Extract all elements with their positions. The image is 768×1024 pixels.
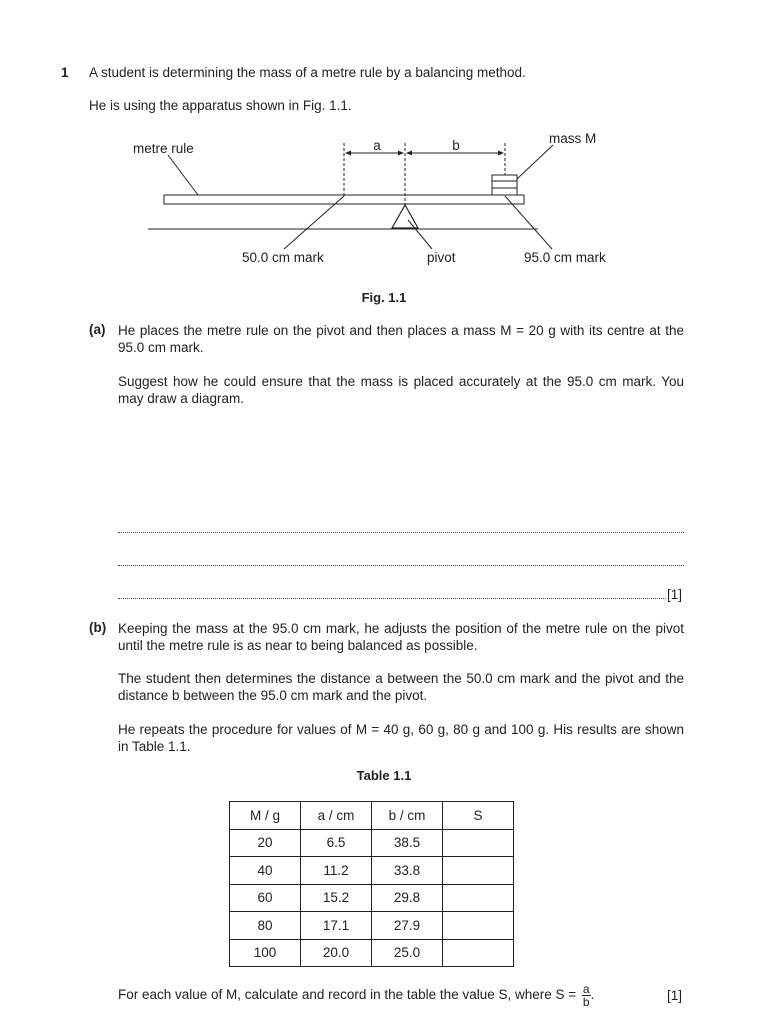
cell-s-input[interactable] bbox=[443, 829, 514, 857]
cell-s-input[interactable] bbox=[443, 912, 514, 940]
cell-a: 17.1 bbox=[301, 912, 372, 940]
question-intro: A student is determining the mass of a metre rule by a balancing method. bbox=[89, 65, 526, 80]
part-a-label: (a) bbox=[89, 322, 106, 337]
instruction-period: . bbox=[590, 987, 595, 1002]
b-label: b bbox=[452, 138, 460, 153]
answer-line-1[interactable] bbox=[118, 518, 684, 533]
answer-line-3[interactable] bbox=[118, 584, 666, 599]
results-table bbox=[229, 801, 514, 967]
metre-rule-leader bbox=[168, 155, 198, 195]
mass-shape bbox=[492, 175, 517, 195]
table-header-row bbox=[230, 802, 514, 830]
cell-m: 20 bbox=[230, 829, 301, 857]
table-row bbox=[230, 857, 514, 885]
cell-b: 38.5 bbox=[372, 829, 443, 857]
part-a-text1: He places the metre rule on the pivot and then places a mass M = 20 g with its centre at the 95.0 cm mark. bbox=[118, 323, 684, 355]
cell-b: 27.9 bbox=[372, 912, 443, 940]
table-title: Table 1.1 bbox=[356, 768, 412, 783]
header-a: a / cm bbox=[301, 802, 372, 830]
mass-leader bbox=[517, 145, 553, 179]
part-b-text1: Keeping the mass at the 95.0 cm mark, he adjusts the position of the metre rule on the pivot until the metre rule is as near to being balanced as possible. bbox=[118, 621, 684, 653]
mark-95-label: 95.0 cm mark bbox=[524, 250, 606, 265]
fraction-numerator: a bbox=[582, 981, 590, 996]
fraction-a-over-b bbox=[582, 983, 591, 1008]
pivot-shape bbox=[392, 205, 418, 228]
part-b-label: (b) bbox=[89, 620, 107, 635]
cell-b: 33.8 bbox=[372, 857, 443, 885]
cell-a: 15.2 bbox=[301, 884, 372, 912]
cell-a: 6.5 bbox=[301, 829, 372, 857]
cell-s-input[interactable] bbox=[443, 884, 514, 912]
metre-rule-label: metre rule bbox=[133, 141, 194, 156]
figure-caption: Fig. 1.1 bbox=[361, 290, 407, 305]
part-b-marks: [1] bbox=[667, 988, 683, 1003]
mark-50-label: 50.0 cm mark bbox=[242, 250, 324, 265]
part-b-instruction bbox=[118, 982, 594, 1008]
part-b-text3: He repeats the procedure for values of M = 40 g, 60 g, 80 g and 100 g. His results are shown in Table 1.1. bbox=[118, 722, 684, 754]
question-apparatus-line: He is using the apparatus shown in Fig. 1.1. bbox=[89, 98, 352, 113]
pivot-leader bbox=[408, 220, 432, 249]
answer-line-2[interactable] bbox=[118, 551, 684, 566]
cell-m: 80 bbox=[230, 912, 301, 940]
table-row bbox=[230, 939, 514, 967]
cell-b: 25.0 bbox=[372, 939, 443, 967]
cell-s-input[interactable] bbox=[443, 939, 514, 967]
table-row bbox=[230, 884, 514, 912]
header-m: M / g bbox=[230, 802, 301, 830]
figure-1-1 bbox=[0, 0, 768, 290]
cell-m: 60 bbox=[230, 884, 301, 912]
part-a-marks: [1] bbox=[667, 587, 683, 602]
instruction-text: For each value of M, calculate and record in the table the value S, where S = bbox=[118, 987, 577, 1002]
pivot-label: pivot bbox=[427, 250, 456, 265]
a-label: a bbox=[373, 138, 381, 153]
cell-m: 40 bbox=[230, 857, 301, 885]
cell-a: 11.2 bbox=[301, 857, 372, 885]
mark-95-leader bbox=[505, 196, 552, 249]
cell-b: 29.8 bbox=[372, 884, 443, 912]
table-row bbox=[230, 912, 514, 940]
table-row bbox=[230, 829, 514, 857]
header-s: S bbox=[443, 802, 514, 830]
cell-s-input[interactable] bbox=[443, 857, 514, 885]
part-a-text2: Suggest how he could ensure that the mass is placed accurately at the 95.0 cm mark. You may draw a diagram. bbox=[118, 374, 684, 406]
header-b: b / cm bbox=[372, 802, 443, 830]
mass-label: mass M bbox=[549, 131, 597, 146]
fraction-denominator: b bbox=[582, 994, 590, 1009]
part-b-text2: The student then determines the distance a between the 50.0 cm mark and the pivot and the distance b between the 95.0 cm mark and the pivot. bbox=[118, 671, 684, 703]
cell-m: 100 bbox=[230, 939, 301, 967]
question-number: 1 bbox=[61, 65, 69, 80]
cell-a: 20.0 bbox=[301, 939, 372, 967]
